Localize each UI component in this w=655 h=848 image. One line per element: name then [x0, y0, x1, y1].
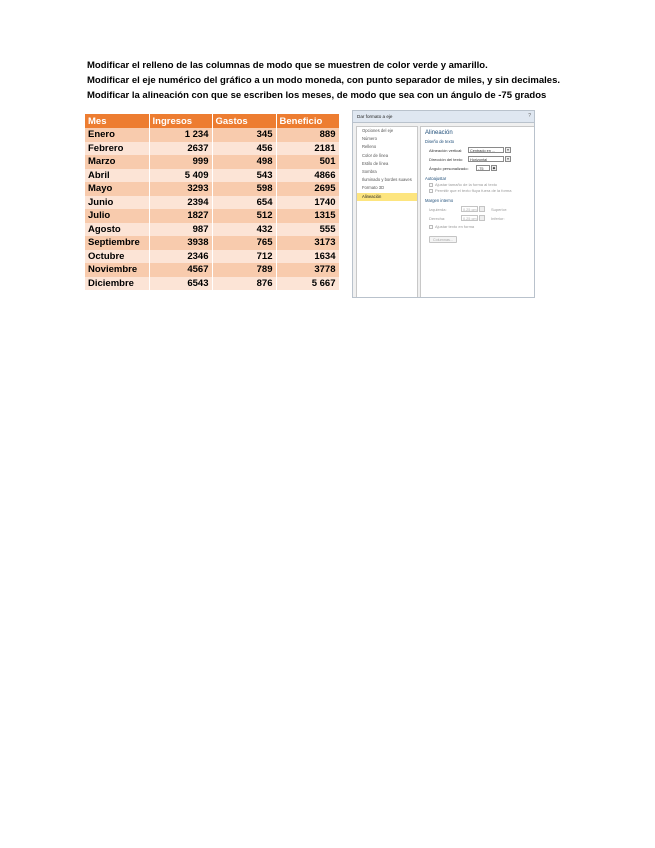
- table-row: [85, 128, 339, 142]
- cell-mes[interactable]: Octubre: [85, 250, 149, 264]
- panel-heading: Alineación: [425, 130, 453, 136]
- section-internal-margin: Margen interno: [425, 198, 454, 203]
- dialog-title-text: Dar formato a eje: [357, 114, 393, 119]
- cell-beneficio[interactable]: 2181: [276, 142, 339, 156]
- cell-ingresos[interactable]: 2346: [149, 250, 212, 264]
- cell-gastos[interactable]: 876: [212, 277, 276, 291]
- help-icon[interactable]: ?: [528, 113, 531, 119]
- cell-mes[interactable]: Julio: [85, 209, 149, 223]
- text-direction-label: Dirección del texto:: [429, 157, 464, 162]
- table-row: [85, 277, 339, 291]
- cell-gastos[interactable]: 765: [212, 236, 276, 250]
- margin-bottom-label: Inferior:: [491, 216, 505, 221]
- nav-item-shadow[interactable]: Sombra: [362, 168, 377, 174]
- margin-left-input[interactable]: 0,25 cm: [463, 208, 477, 212]
- table-header-row: [85, 114, 339, 128]
- cell-mes[interactable]: Noviembre: [85, 263, 149, 277]
- dialog-nav: [356, 126, 418, 298]
- cell-mes[interactable]: Febrero: [85, 142, 149, 156]
- cell-gastos[interactable]: 432: [212, 223, 276, 237]
- cell-gastos[interactable]: 512: [212, 209, 276, 223]
- allow-overflow-checkbox[interactable]: [429, 189, 433, 193]
- dialog-title: [353, 111, 534, 123]
- instruction-1: Modificar el relleno de las columnas de modo que se muestren de color verde y amarillo.: [87, 60, 488, 71]
- custom-angle-label: Ángulo personalizado:: [429, 166, 469, 171]
- table-row: [85, 263, 339, 277]
- cell-beneficio[interactable]: 1740: [276, 196, 339, 210]
- cell-gastos[interactable]: 456: [212, 142, 276, 156]
- cell-ingresos[interactable]: 1827: [149, 209, 212, 223]
- wrap-text-label: Ajustar texto en forma: [435, 224, 475, 229]
- cell-gastos[interactable]: 789: [212, 263, 276, 277]
- spinner-icon[interactable]: [479, 215, 485, 221]
- chevron-down-icon[interactable]: ▾: [505, 147, 511, 153]
- cell-ingresos[interactable]: 4567: [149, 263, 212, 277]
- resize-shape-label: Ajustar tamaño de la forma al texto: [435, 182, 498, 187]
- cell-ingresos[interactable]: 2637: [149, 142, 212, 156]
- cell-beneficio[interactable]: 555: [276, 223, 339, 237]
- instruction-2: Modificar el eje numérico del gráfico a un modo moneda, con punto separador de miles, y sin decimales.: [87, 75, 561, 86]
- custom-angle-input[interactable]: -75: [476, 165, 490, 171]
- nav-item-number[interactable]: Número: [362, 136, 377, 142]
- header-gastos[interactable]: Gastos: [212, 114, 276, 128]
- table-row: [85, 209, 339, 223]
- text-direction-select[interactable]: Horizontal: [468, 156, 504, 162]
- nav-item-line-style[interactable]: Estilo de línea: [362, 160, 389, 166]
- cell-mes[interactable]: Marzo: [85, 155, 149, 169]
- cell-ingresos[interactable]: 999: [149, 155, 212, 169]
- cell-mes[interactable]: Agosto: [85, 223, 149, 237]
- cell-beneficio[interactable]: 2695: [276, 182, 339, 196]
- table-row: [85, 182, 339, 196]
- cell-mes[interactable]: Mayo: [85, 182, 149, 196]
- alignment-panel: [420, 126, 535, 298]
- header-ingresos[interactable]: Ingresos: [149, 114, 212, 128]
- nav-item-fill[interactable]: Relleno: [362, 144, 377, 150]
- cell-ingresos[interactable]: 987: [149, 223, 212, 237]
- spinner-icon[interactable]: [479, 206, 485, 212]
- margin-right-input[interactable]: 0,25 cm: [463, 217, 477, 221]
- header-beneficio[interactable]: Beneficio: [276, 114, 339, 128]
- cell-ingresos[interactable]: 1 234: [149, 128, 212, 142]
- wrap-text-checkbox[interactable]: [429, 225, 433, 229]
- cell-mes[interactable]: Junio: [85, 196, 149, 210]
- cell-beneficio[interactable]: 5 667: [276, 277, 339, 291]
- nav-item-axis-options[interactable]: Opciones del eje: [362, 128, 394, 133]
- cell-beneficio[interactable]: 4866: [276, 169, 339, 183]
- chevron-down-icon[interactable]: ▾: [505, 156, 511, 162]
- table-row: [85, 223, 339, 237]
- cell-ingresos[interactable]: 3938: [149, 236, 212, 250]
- cell-gastos[interactable]: 498: [212, 155, 276, 169]
- cell-gastos[interactable]: 345: [212, 128, 276, 142]
- instructions: [87, 58, 560, 103]
- table-row: [85, 155, 339, 169]
- cell-beneficio[interactable]: 3778: [276, 263, 339, 277]
- cell-ingresos[interactable]: 5 409: [149, 169, 212, 183]
- cell-beneficio[interactable]: 1634: [276, 250, 339, 264]
- cell-beneficio[interactable]: 501: [276, 155, 339, 169]
- allow-overflow-label: Permitir que el texto fluya fuera de la forma: [435, 188, 512, 193]
- cell-mes[interactable]: Abril: [85, 169, 149, 183]
- vertical-alignment-label: Alineación vertical:: [429, 148, 463, 153]
- cell-gastos[interactable]: 598: [212, 182, 276, 196]
- section-text-layout: Diseño de texto: [425, 139, 455, 144]
- table-row: [85, 169, 339, 183]
- nav-item-glow-soft-edges[interactable]: Iluminado y bordes suaves: [362, 177, 412, 183]
- columns-button[interactable]: Columnas...: [429, 236, 457, 243]
- table-row: [85, 142, 339, 156]
- nav-item-line-color[interactable]: Color de línea: [362, 152, 389, 158]
- vertical-alignment-select[interactable]: Centrado en ...: [468, 147, 504, 153]
- cell-gastos[interactable]: 654: [212, 196, 276, 210]
- instruction-3: Modificar la alineación con que se escriben los meses, de modo que sea con un ángulo de -75 grados: [87, 90, 547, 101]
- format-axis-dialog: [352, 110, 535, 298]
- margin-left-label: Izquierda:: [429, 207, 447, 212]
- cell-beneficio[interactable]: 1315: [276, 209, 339, 223]
- cell-gastos[interactable]: 712: [212, 250, 276, 264]
- resize-shape-checkbox[interactable]: [429, 183, 433, 187]
- cell-ingresos[interactable]: 3293: [149, 182, 212, 196]
- margin-top-label: Superior:: [491, 207, 508, 212]
- cell-mes[interactable]: Septiembre: [85, 236, 149, 250]
- table-row: [85, 196, 339, 210]
- cell-mes[interactable]: Diciembre: [85, 277, 149, 291]
- cell-beneficio[interactable]: 889: [276, 128, 339, 142]
- header-mes[interactable]: Mes: [85, 114, 149, 128]
- nav-item-3d-format[interactable]: Formato 3D: [362, 185, 385, 191]
- table-row: [85, 250, 339, 264]
- data-table: [85, 114, 340, 290]
- cell-ingresos[interactable]: 2394: [149, 196, 212, 210]
- nav-item-alignment[interactable]: Alineación: [357, 193, 417, 201]
- table-row: [85, 236, 339, 250]
- spinner-icon[interactable]: ◆: [492, 166, 496, 170]
- cell-mes[interactable]: Enero: [85, 128, 149, 142]
- section-autofit: Autoajustar: [425, 176, 447, 181]
- cell-gastos[interactable]: 543: [212, 169, 276, 183]
- margin-right-label: Derecha:: [429, 216, 446, 221]
- cell-ingresos[interactable]: 6543: [149, 277, 212, 291]
- cell-beneficio[interactable]: 3173: [276, 236, 339, 250]
